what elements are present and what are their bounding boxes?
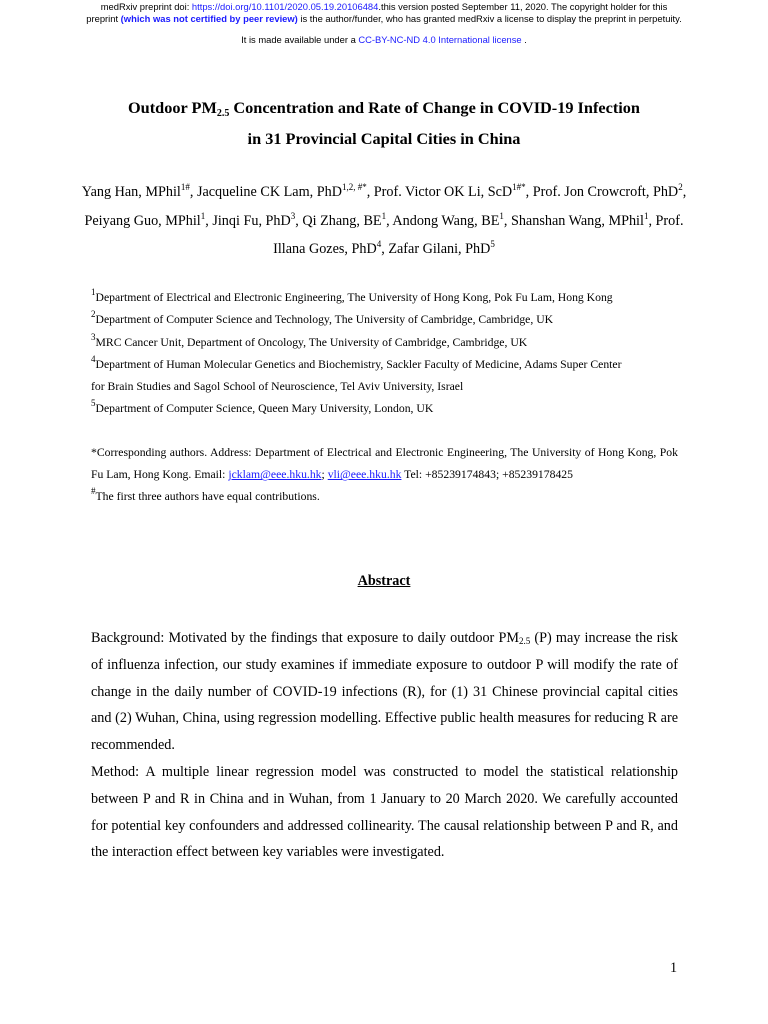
author-separator: , [205, 212, 213, 229]
affiliation-number: 5 [91, 398, 96, 409]
equal-contribution-mark: # [91, 486, 96, 496]
background-prefix: Background: Motivated by the findings that exposure to daily outdoor PM [91, 630, 519, 646]
corresponding-authors [91, 442, 678, 487]
author-name: Peiyang Guo, MPhil [84, 212, 201, 229]
header-posted-text: .this version posted September 11, 2020. The copyright holder for this [378, 1, 668, 12]
email-separator: ; [321, 468, 328, 482]
author-affiliation-mark: 1 [643, 210, 649, 221]
affiliation [91, 309, 691, 331]
author-affiliation-mark: 1 [499, 210, 504, 221]
email-link-jcklam[interactable]: jcklam@eee.hku.hk [228, 468, 322, 482]
title-subscript: 2.5 [216, 108, 230, 119]
author-affiliation-mark: 4 [376, 239, 382, 249]
license-prefix: It is made available under a [241, 34, 359, 45]
author-separator: , [189, 184, 197, 200]
author-separator: , [381, 241, 389, 257]
author-affiliation-mark: 1#* [512, 182, 526, 192]
title-part-1: Outdoor PM [128, 98, 217, 117]
paper-title [60, 92, 708, 154]
author-name: Zafar Gilani, PhD [388, 241, 491, 257]
title-line-2: in 31 Provincial Capital Cities in China [247, 129, 521, 148]
author [510, 210, 656, 229]
author [82, 184, 197, 200]
page-number: 1 [670, 960, 678, 976]
author [388, 241, 495, 257]
author-separator: , [295, 212, 303, 229]
author [392, 210, 511, 229]
header-line-2 [0, 13, 768, 25]
author-separator: , [682, 184, 687, 200]
author [84, 210, 213, 229]
affiliation [91, 354, 691, 376]
affiliation-number: 3 [91, 331, 96, 342]
author-name: Prof. Illana Gozes, PhD [273, 212, 684, 257]
affiliation [91, 398, 691, 420]
author-separator: , [386, 212, 393, 229]
background-subscript: 2.5 [518, 636, 531, 646]
title-line-1 [60, 92, 708, 123]
header-preprint-word: preprint [86, 12, 121, 24]
author-separator: , [366, 184, 374, 200]
affiliation [91, 332, 691, 354]
author-name: Qi Zhang, BE [302, 212, 382, 229]
affiliation-text: Department of Electrical and Electronic Engineering, The University of Hong Kong, Pok Fu Lam, Hong Kong [95, 291, 613, 304]
affiliation-text: Department of Computer Science, Queen Mary University, London, UK [95, 402, 434, 416]
affiliation-number: 1 [91, 287, 96, 297]
abstract-heading: Abstract [357, 573, 411, 589]
equal-contribution-text: The first three authors have equal contributions. [95, 490, 320, 503]
equal-contribution-note [91, 486, 678, 508]
doi-link[interactable]: https://doi.org/10.1101/2020.05.19.20106484 [191, 1, 379, 12]
author-name: Prof. Jon Crowcroft, PhD [532, 184, 679, 200]
affiliation-list [91, 287, 691, 421]
affiliation [91, 376, 691, 398]
header-doi-prefix: medRxiv preprint doi: [100, 1, 192, 12]
title-part-2: Concentration and Rate of Change in COVID-19 Infection [229, 98, 640, 117]
affiliation-number: 4 [91, 353, 96, 364]
author-affiliation-mark: 3 [290, 210, 296, 221]
affiliation-text: MRC Cancer Unit, Department of Oncology, The University of Cambridge, Cambridge, UK [95, 335, 528, 349]
author-name: Jacqueline CK Lam, PhD [196, 184, 342, 200]
abstract-background [91, 625, 678, 759]
author-affiliation-mark: 1 [381, 210, 387, 221]
header-line-1 [0, 1, 768, 13]
preprint-header [0, 1, 768, 24]
author-name: Andong Wang, BE [392, 212, 500, 229]
author-affiliation-mark: 1# [180, 182, 190, 192]
license-suffix: . [521, 34, 527, 45]
author-separator: , [525, 184, 533, 200]
affiliation [91, 287, 691, 309]
author-affiliation-mark: 1 [200, 210, 206, 221]
author-list [80, 178, 688, 264]
affiliation-text: for Brain Studies and Sagol School of Neuroscience, Tel Aviv University, Israel [91, 380, 464, 394]
corresponding-text: *Corresponding authors. Address: Department of Electrical and Electronic Engineering, The University of Hong Kong, Pok Fu Lam, Hong Kong. Email: [91, 446, 678, 482]
peer-review-notice: (which was not certified by peer review) [120, 12, 298, 24]
header-license-grant: is the author/funder, who has granted medRxiv a license to display the preprint in perpetuity. [297, 12, 682, 24]
author-affiliation-mark: 5 [490, 239, 495, 249]
author-name: Prof. Victor OK Li, ScD [373, 184, 513, 200]
author [374, 184, 533, 200]
author [197, 184, 374, 200]
affiliation-text: Department of Computer Science and Technology, The University of Cambridge, Cambridge, UK [95, 313, 554, 327]
license-link[interactable]: CC-BY-NC-ND 4.0 International license [358, 34, 522, 45]
author-name: Jinqi Fu, PhD [212, 212, 291, 229]
license-line [0, 34, 768, 45]
author [302, 210, 393, 229]
author [533, 184, 686, 200]
author-separator: , [648, 212, 656, 229]
abstract-body [91, 625, 678, 866]
author-affiliation-mark: 1,2, #* [341, 182, 367, 192]
author [212, 210, 303, 229]
affiliation-number: 2 [91, 309, 96, 320]
author-affiliation-mark: 2 [678, 182, 683, 192]
phone-numbers: Tel: +85239174843; +85239178425 [401, 468, 573, 482]
author-separator: , [503, 212, 511, 229]
background-rest: (P) may increase the risk of influenza infection, our study examines if immediate exposure to outdoor P will modify the rate of change in the daily number of COVID-19 infections (R), for (1) 31 Chinese provincial capital cities and (2) Wuhan, China, using regression modelling. Effective public health measures for reducing R are recommended. [91, 630, 678, 754]
author-name: Shanshan Wang, MPhil [510, 212, 644, 229]
author-name: Yang Han, MPhil [81, 184, 181, 200]
email-link-vli[interactable]: vli@eee.hku.hk [327, 468, 402, 482]
abstract-method: Method: A multiple linear regression model was constructed to model the statistical relationship between P and R in China and in Wuhan, from 1 January to 20 March 2020. We carefully accounted for potential key confounders and addressed collinearity. The causal relationship between P and R, and the interaction effect between key variables were investigated. [91, 763, 678, 861]
affiliation-text: Department of Human Molecular Genetics and Biochemistry, Sackler Faculty of Medicine, Adams Super Center [95, 357, 622, 371]
